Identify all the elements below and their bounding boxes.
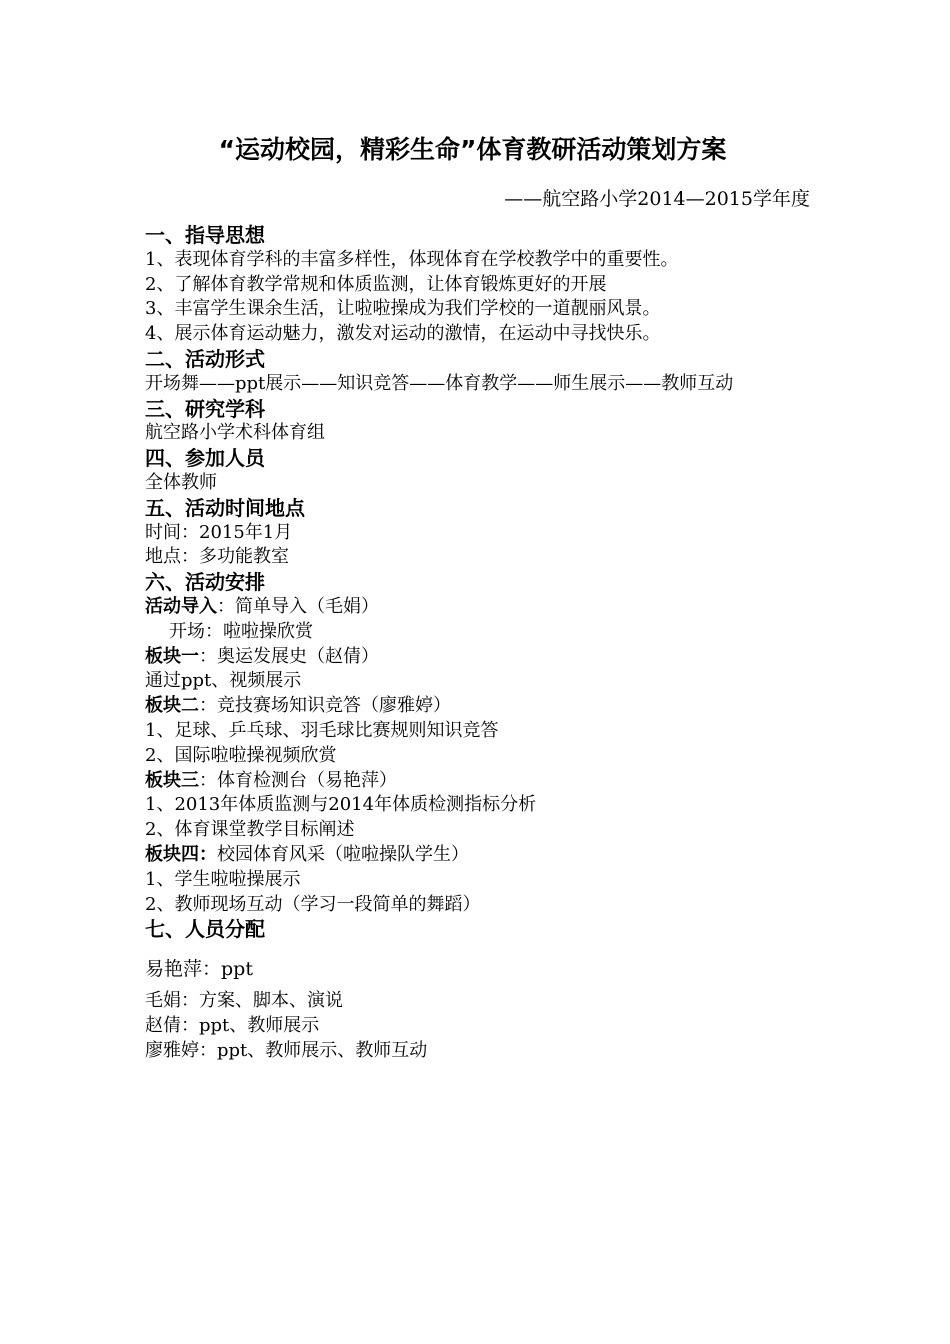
document-page <box>145 132 810 1064</box>
schedule-text: 校园体育风采（啦啦操队学生） <box>217 843 469 865</box>
schedule-block-2 <box>145 694 810 719</box>
document-title: “运动校园，精彩生命”体育教研活动策划方案 <box>218 135 727 164</box>
list-item: 4、展示体育运动魅力，激发对运动的激情，在运动中寻找快乐。 <box>145 323 661 345</box>
list-item: 1、2013年体质监测与2014年体质检测指标分析 <box>145 794 537 816</box>
section-activity-format <box>145 347 810 397</box>
schedule-label: 板块一 <box>145 645 199 667</box>
list-item: 2、体育课堂教学目标阐述 <box>145 819 355 841</box>
section-heading: 一、指导思想 <box>145 223 265 247</box>
list-item: 1、学生啦啦操展示 <box>145 868 301 890</box>
schedule-label: 板块二 <box>145 695 199 717</box>
section-heading: 七、人员分配 <box>145 917 265 942</box>
section-activity-schedule <box>145 570 810 917</box>
document-subtitle: ——航空路小学2014—2015学年度 <box>504 188 810 210</box>
list-item: 2、教师现场互动（学习一段简单的舞蹈） <box>145 893 481 915</box>
list-item: 2、了解体育教学常规和体质监测，让体育锻炼更好的开展 <box>145 273 607 295</box>
schedule-block-3 <box>145 769 810 794</box>
schedule-text: ：竞技赛场知识竞答（廖雅婷） <box>199 695 451 717</box>
section-heading: 五、活动时间地点 <box>145 495 305 520</box>
list-item: 通过ppt、视频展示 <box>145 670 302 692</box>
list-item: 易艳萍：ppt <box>145 958 253 981</box>
schedule-text: ：简单导入（毛娟） <box>217 595 379 617</box>
schedule-block-1 <box>145 645 810 670</box>
schedule-label: 板块四： <box>145 843 217 865</box>
schedule-text: ：奥运发展史（赵倩） <box>199 645 379 667</box>
section-research-subject <box>145 397 810 447</box>
activity-time: 时间：2015年1月 <box>145 521 293 543</box>
section-guiding-ideas <box>145 223 810 347</box>
list-item: 1、表现体育学科的丰富多样性，体现体育在学校教学中的重要性。 <box>145 248 679 270</box>
section-heading: 二、活动形式 <box>145 346 265 371</box>
schedule-label: 活动导入 <box>145 595 217 617</box>
list-item: 廖雅婷：ppt、教师展示、教师互动 <box>145 1039 428 1061</box>
schedule-text: ：体育检测台（易艳萍） <box>199 769 397 791</box>
section-text: 航空路小学术科体育组 <box>145 422 325 444</box>
schedule-block-4 <box>145 843 810 868</box>
section-time-place <box>145 496 810 570</box>
section-text: 开场舞——ppt展示——知识竞答——体育教学——师生展示——教师互动 <box>145 372 734 394</box>
section-heading: 四、参加人员 <box>145 446 265 471</box>
list-item: 赵倩：ppt、教师展示 <box>145 1014 320 1036</box>
schedule-opening: 开场：啦啦操欣赏 <box>169 620 313 642</box>
activity-place: 地点：多功能教室 <box>145 546 289 568</box>
section-participants <box>145 446 810 496</box>
list-item: 毛娟：方案、脚本、演说 <box>145 990 343 1012</box>
section-text: 全体教师 <box>145 471 217 493</box>
schedule-intro <box>145 595 810 620</box>
schedule-label: 板块三 <box>145 769 199 791</box>
list-item: 2、国际啦啦操视频欣赏 <box>145 744 337 766</box>
section-heading: 六、活动安排 <box>145 570 265 595</box>
section-heading: 三、研究学科 <box>145 396 265 421</box>
section-staff-assignment <box>145 917 810 1063</box>
list-item: 1、足球、乒乓球、羽毛球比赛规则知识竞答 <box>145 719 499 741</box>
list-item: 3、丰富学生课余生活，让啦啦操成为我们学校的一道靓丽风景。 <box>145 298 661 320</box>
